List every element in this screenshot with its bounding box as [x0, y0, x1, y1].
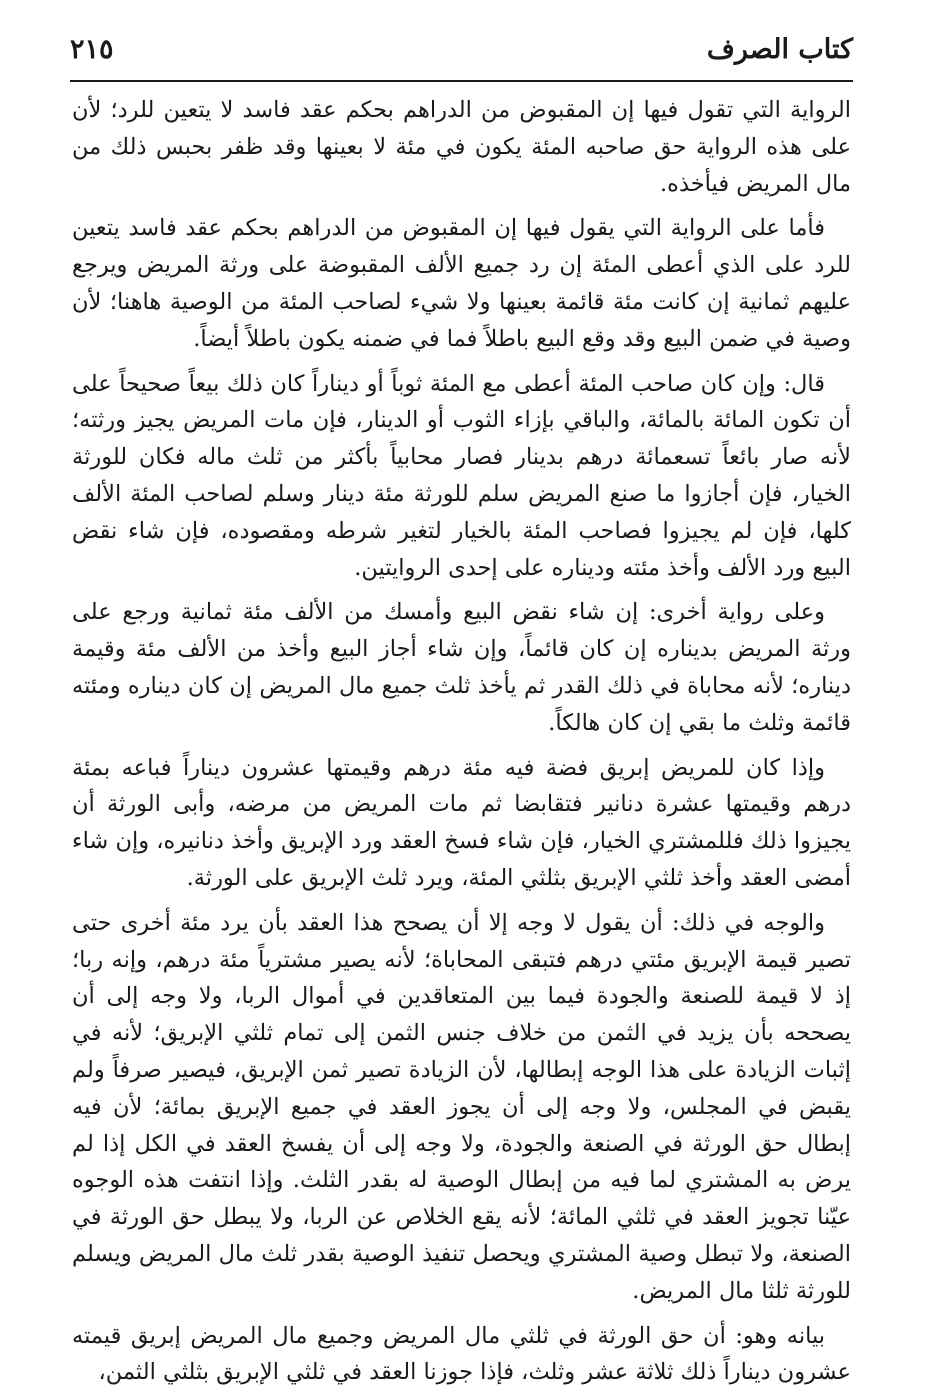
page-header [70, 30, 853, 72]
paragraph: فأما على الرواية التي يقول فيها إن المقبوض من الدراهم بحكم عقد فاسد يتعين للرد على الذي أعطى المئة إن رد جميع الألف المقبوضة على ورثة المريض ويرجع عليهم ثمانية إن كانت مئة قائمة بعينها ولا شيء لصاحب المئة من الوصية هاهنا؛ لأن وصية في ضمن البيع وقد وقع البيع باطلاً فما في ضمنه يكون باطلاً أيضاً. [72, 215, 851, 352]
paragraph: وعلى رواية أخرى: إن شاء نقض البيع وأمسك من الألف مئة ثمانية ورجع على ورثة المريض بديناره إن كان قائماً، وإن شاء أجاز البيع وأخذ من الألف مئة وقيمة ديناره؛ لأنه محاباة في ذلك القدر ثم يأخذ ثلث جميع مال المريض إن كان ديناره ومئته قائمة وثلث ما بقي إن كان هالكاً. [72, 599, 851, 736]
running-title: كتاب الصرف [706, 34, 853, 65]
page-body [72, 92, 851, 1399]
paragraph: الرواية التي تقول فيها إن المقبوض من الدراهم بحكم عقد فاسد لا يتعين للرد؛ لأن على هذه الرواية حق صاحبه المئة يكون في مئة لا بعينها وقد ظفر بحبس ذلك من مال المريض فيأخذه. [72, 97, 851, 197]
paragraph: قال: وإن كان صاحب المئة أعطى مع المئة ثوباً أو ديناراً كان ذلك بيعاً صحيحاً على أن تكون المائة بالمائة، والباقي بإزاء الثوب أو الدينار، فإن مات المريض يجيز ورثته؛ لأنه صار بائعاً تسعمائة درهم بدينار فصار محابياً بأكثر من ثلث ماله فكان للورثة الخيار، فإن أجازوا ما صنع المريض سلم للورثة مئة دينار وسلم لصاحب المئة الألف كلها، فإن لم يجيزوا فصاحب المئة بالخيار لتغير شرطه ومقصوده، فإن شاء نقض البيع ورد الألف وأخذ مئته وديناره على إحدى الروايتين. [72, 370, 851, 581]
header-rule [70, 80, 853, 82]
page-number: ٢١٥ [70, 34, 114, 65]
paragraph: بيانه وهو: أن حق الورثة في ثلثي مال المريض وجميع مال المريض إبريق قيمته عشرون ديناراً ذلك ثلاثة عشر وثلث، فإذا جوزنا العقد في ثلثي الإبريق بثلثي الثمن، [72, 1322, 851, 1386]
paragraph: والوجه في ذلك: أن يقول لا وجه إلا أن يصحح هذا العقد بأن يرد مئة أخرى حتى تصير قيمة الإبريق مئتي درهم فتبقى المحاباة؛ لأنه يصير مشترياً مئة درهم، وإنه ربا؛ إذ لا قيمة للصنعة والجودة فيما بين المتعاقدين في أموال الربا، ولا وجه إلى أن يصححه بأن يزيد في الثمن من خلاف جنس الثمن إلى تمام ثلثي الإبريق؛ لأنه في إثبات الزيادة على هذا الوجه إبطالها، لأن الزيادة تصير ثمن الإبريق، فيصير صرفاً ولم يقبض في المجلس، ولا وجه إلى أن يجوز العقد في جميع الإبريق بمائة؛ لأن فيه إبطال حق الورثة في الصنعة والجودة، ولا وجه إلى أن يفسخ العقد في الكل إذا لم يرض به المشتري لما فيه من إبطال الوصية له بقدر الثلث. وإذا انتفت هذه الوجوه عيّنا تجويز العقد في ثلثي المائة؛ لأنه يقع الخلاص عن الربا، ولا يبطل حق الورثة في الصنعة، ولا تبطل وصية المشتري ويحصل تنفيذ الوصية بقدر ثلث مال المريض ويسلم للورثة ثلثا مال المريض. [72, 909, 851, 1304]
paragraph: وإذا كان للمريض إبريق فضة فيه مئة درهم وقيمتها عشرون ديناراً فباعه بمئة درهم وقيمتها عشرة دنانير فتقابضا ثم مات المريض من مرضه، وأبى الورثة أن يجيزوا ذلك فللمشتري الخيار، فإن شاء فسخ العقد ورد الإبريق وأخذ دنانيره، وإن شاء أمضى العقد وأخذ ثلثي الإبريق بثلثي المئة، ويرد ثلث الإبريق على الورثة. [72, 754, 851, 891]
